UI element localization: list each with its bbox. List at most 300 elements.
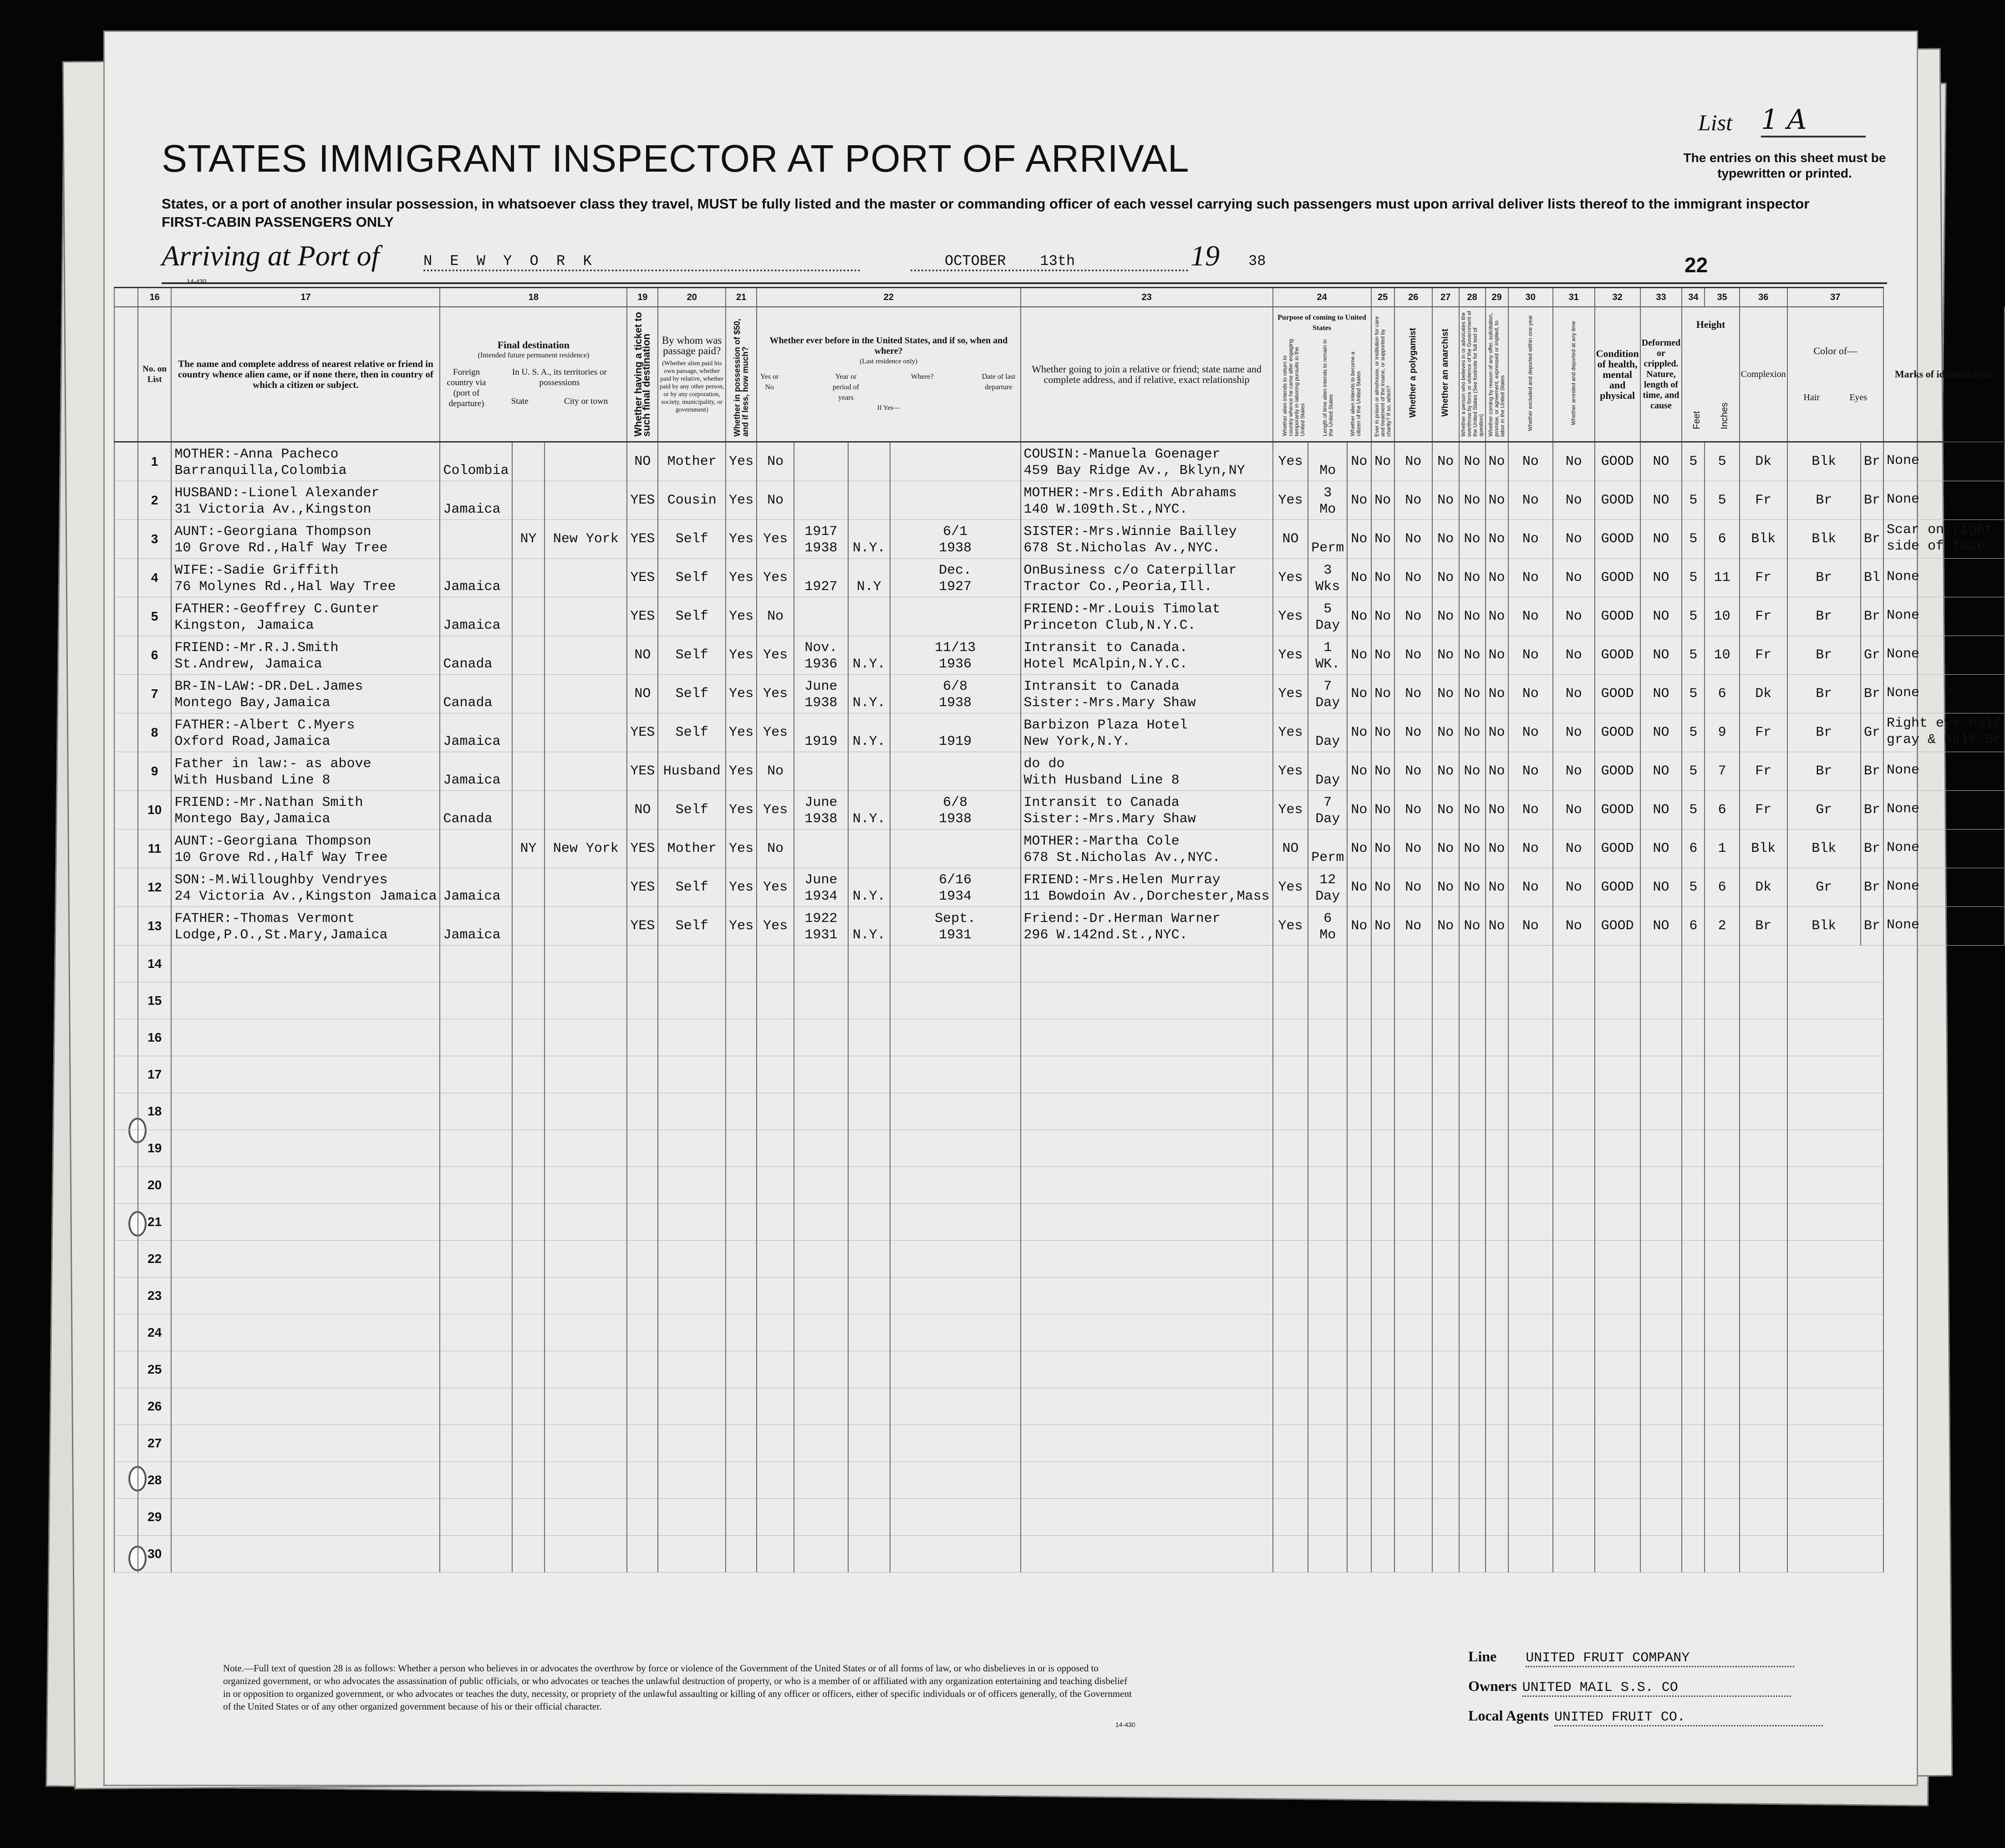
nearest-relative-line1: BR-IN-LAW:-DR.DeL.James <box>174 679 363 694</box>
empty-cell <box>1740 1536 1787 1573</box>
empty-cell <box>1347 1241 1371 1278</box>
empty-cell <box>1308 1056 1347 1093</box>
empty-cell <box>627 1019 658 1056</box>
empty-cell <box>1705 1056 1739 1093</box>
empty-cell <box>512 1278 545 1314</box>
purpose-return: Yes <box>1273 559 1308 597</box>
empty-cell <box>1486 1425 1508 1462</box>
length-of-stay-line2: Wks <box>1315 579 1340 595</box>
last-departure <box>890 830 1021 868</box>
nearest-relative-line1: SON:-M.Willoughby Vendryes <box>174 872 388 888</box>
q30: No <box>1508 713 1553 752</box>
heading-joining: Whether going to join a relative or friend; state name and complete address, and if relative, exact relationship <box>1021 307 1273 442</box>
length-of-stay-line1: 1 <box>1323 640 1332 656</box>
marks-line1: None <box>1886 608 1919 623</box>
empty-cell <box>1459 1499 1486 1536</box>
where <box>848 597 890 636</box>
q30: No <box>1508 868 1553 907</box>
empty-cell <box>627 1241 658 1278</box>
empty-cell <box>1432 1019 1459 1056</box>
last-departure-line1: 6/8 <box>943 679 968 694</box>
empty-cell <box>726 1388 757 1425</box>
table-row <box>114 559 2005 597</box>
empty-cell <box>1308 1278 1347 1314</box>
joining <box>1021 675 1273 713</box>
q28: No <box>1459 675 1486 713</box>
eye-color: Gr <box>1861 713 1883 752</box>
empty-cell <box>627 983 658 1019</box>
owners-field <box>1468 1678 1791 1697</box>
header-rule <box>162 282 1887 284</box>
heading-condition: Condition of health, mental and physical <box>1595 307 1640 442</box>
row-number: 6 <box>138 636 172 675</box>
empty-cell <box>658 1019 726 1056</box>
empty-cell <box>1371 1167 1394 1204</box>
ever-before-label: Whether ever before in the United States, and if so, when and where? <box>769 335 1008 356</box>
marks <box>1883 868 2005 907</box>
joining-line1: MOTHER:-Mrs.Edith Abrahams <box>1023 485 1237 501</box>
empty-cell <box>890 946 1021 983</box>
agents-field <box>1468 1707 1823 1726</box>
eye-color: Br <box>1861 868 1883 907</box>
empty-cell <box>1394 946 1432 983</box>
empty-cell <box>1508 1351 1553 1388</box>
table-row <box>114 1536 2005 1573</box>
state <box>512 559 545 597</box>
empty-cell <box>1432 1388 1459 1425</box>
empty-cell <box>658 1499 726 1536</box>
empty-cell <box>1394 1241 1432 1278</box>
length-of-stay <box>1308 791 1347 830</box>
year-period <box>794 675 848 713</box>
has-50: Yes <box>726 830 757 868</box>
row-number: 21 <box>138 1204 172 1241</box>
has-50: Yes <box>726 597 757 636</box>
col-number: 16 <box>138 288 172 307</box>
q29: No <box>1486 520 1508 559</box>
empty-cell <box>1021 1278 1273 1314</box>
empty-cell <box>1486 1499 1508 1536</box>
polygamist: No <box>1394 713 1432 752</box>
empty-cell <box>512 1093 545 1130</box>
empty-cell <box>890 1314 1021 1351</box>
q29: No <box>1486 752 1508 791</box>
empty-cell <box>1021 1462 1273 1499</box>
manifest-table <box>114 287 2005 1573</box>
empty-cell <box>171 946 440 983</box>
foreign-country-value: Colombia <box>443 463 509 479</box>
in-usa-label: In U. S. A., its territories or possessions <box>512 367 607 387</box>
length-of-stay-line2: Day <box>1315 618 1340 633</box>
empty-cell <box>1432 1462 1459 1499</box>
where-value: N.Y. <box>852 734 885 749</box>
col-number: 28 <box>1459 288 1486 307</box>
joining <box>1021 791 1273 830</box>
polygamist: No <box>1394 636 1432 675</box>
empty-cell <box>848 1241 890 1278</box>
empty-cell <box>757 1536 794 1573</box>
nearest-relative <box>171 791 440 830</box>
empty-cell <box>545 1351 627 1388</box>
form-title: STATES IMMIGRANT INSPECTOR AT PORT OF ARRIVAL <box>162 137 1190 180</box>
empty-cell <box>757 983 794 1019</box>
table-row <box>114 1056 2005 1093</box>
heading-ever-before <box>757 307 1020 442</box>
nearest-relative <box>171 830 440 868</box>
anarchist: No <box>1432 442 1459 481</box>
empty-cell <box>794 1351 848 1388</box>
complexion: Dk <box>1740 675 1787 713</box>
marks-line2: side of face <box>1886 539 1985 554</box>
height-feet: 5 <box>1682 442 1705 481</box>
col-number: 30 <box>1508 288 1553 307</box>
row-number: 8 <box>138 713 172 752</box>
empty-cell <box>1553 1278 1595 1314</box>
last-departure <box>890 481 1021 520</box>
empty-cell <box>1682 1204 1705 1241</box>
empty-cell <box>890 1241 1021 1278</box>
margin-cell <box>114 1130 138 1167</box>
joining-line2: 140 W.109th.St.,NYC. <box>1023 502 1188 517</box>
inches-label: Inches <box>1719 402 1730 429</box>
complexion: Blk <box>1740 830 1787 868</box>
last-departure <box>890 752 1021 791</box>
row-number: 28 <box>138 1462 172 1499</box>
empty-cell <box>545 946 627 983</box>
empty-cell <box>1682 1388 1705 1425</box>
length-of-stay-line2: Perm <box>1311 850 1344 865</box>
last-departure <box>890 907 1021 946</box>
column-number-row <box>114 288 2005 307</box>
anarchist: No <box>1432 520 1459 559</box>
margin-cell <box>114 791 138 830</box>
joining-line2: 296 W.142nd.St.,NYC. <box>1023 927 1188 943</box>
empty-cell <box>1705 1167 1739 1204</box>
polygamist: No <box>1394 442 1432 481</box>
anarchist: No <box>1432 791 1459 830</box>
joining-line2: New York,N.Y. <box>1023 734 1130 749</box>
height-inches: 7 <box>1705 752 1739 791</box>
empty-cell <box>726 1351 757 1388</box>
anarchist: No <box>1432 559 1459 597</box>
q28: No <box>1459 830 1486 868</box>
nearest-relative-line2: Montego Bay,Jamaica <box>174 811 331 827</box>
empty-cell <box>794 946 848 983</box>
foreign-country <box>440 675 512 713</box>
empty-cell <box>440 1536 512 1573</box>
hair-color: Br <box>1787 559 1861 597</box>
city <box>545 675 627 713</box>
col-number: 34 <box>1682 288 1705 307</box>
q30: No <box>1508 830 1553 868</box>
ticket: YES <box>627 830 658 868</box>
list-label: List <box>1698 110 1733 135</box>
joining-line2: Hotel McAlpin,N.Y.C. <box>1023 657 1188 672</box>
ever-before: Yes <box>757 559 794 597</box>
empty-cell <box>1371 1499 1394 1536</box>
empty-cell <box>1787 1278 1883 1314</box>
heading-nearest-relative: The name and complete address of nearest relative or friend in country whence alien came, or if none there, then in country of which a citizen or subject. <box>171 307 440 442</box>
empty-cell <box>545 1462 627 1499</box>
empty-cell <box>545 1278 627 1314</box>
table-row <box>114 830 2005 868</box>
health: GOOD <box>1595 481 1640 520</box>
empty-cell <box>726 1314 757 1351</box>
empty-cell <box>1308 1351 1347 1388</box>
empty-cell <box>1740 1278 1787 1314</box>
owners-value: UNITED MAIL S.S. CO <box>1522 1680 1791 1697</box>
empty-cell <box>1787 1056 1883 1093</box>
q31: No <box>1553 713 1595 752</box>
marks-line1: None <box>1886 917 1919 933</box>
empty-cell <box>545 1019 627 1056</box>
empty-cell <box>1486 1130 1508 1167</box>
intends-citizen: No <box>1347 868 1371 907</box>
empty-cell <box>1682 1425 1705 1462</box>
margin-cell <box>114 1093 138 1130</box>
empty-cell <box>171 1204 440 1241</box>
col-number: 17 <box>171 288 440 307</box>
empty-cell <box>1595 1241 1640 1278</box>
nearest-relative-line1: WIFE:-Sadie Griffith <box>174 563 339 578</box>
row-number: 24 <box>138 1314 172 1351</box>
purpose-return: NO <box>1273 520 1308 559</box>
nearest-relative-line1: MOTHER:-Anna Pacheco <box>174 447 339 462</box>
empty-cell <box>1394 1314 1432 1351</box>
empty-cell <box>1595 1278 1640 1314</box>
row-number: 17 <box>138 1056 172 1093</box>
nearest-relative-line1: HUSBAND:-Lionel Alexander <box>174 485 380 501</box>
empty-cell <box>848 1351 890 1388</box>
nearest-relative <box>171 442 440 481</box>
empty-cell <box>1486 1093 1508 1130</box>
empty-cell <box>1308 1167 1347 1204</box>
passage-paid: Self <box>658 559 726 597</box>
joining-line2: Sister:-Mrs.Mary Shaw <box>1023 695 1196 711</box>
year-period-line2: 1938 <box>804 811 838 827</box>
ticket: NO <box>627 675 658 713</box>
eye-color: Bl <box>1861 559 1883 597</box>
q29-label: Whether coming by reason of any offer, solicitation, promise, or agreement, expressed or implied, to labor in the United States <box>1487 313 1506 437</box>
empty-cell <box>658 1093 726 1130</box>
empty-cell <box>627 1056 658 1093</box>
height-inches: 6 <box>1705 868 1739 907</box>
margin-cell <box>114 636 138 675</box>
height-inches: 10 <box>1705 597 1739 636</box>
empty-cell <box>848 1167 890 1204</box>
year-period-line1: Nov. <box>804 640 838 656</box>
if-yes-label: If Yes— <box>877 404 900 412</box>
nearest-relative-line2: Barranquilla,Colombia <box>174 463 347 479</box>
city <box>545 868 627 907</box>
nearest-relative-line2: With Husband Line 8 <box>174 773 331 788</box>
empty-cell <box>1682 1351 1705 1388</box>
empty-cell <box>757 1425 794 1462</box>
height-feet: 6 <box>1682 830 1705 868</box>
deformed: NO <box>1640 442 1682 481</box>
empty-cell <box>1432 1056 1459 1093</box>
empty-cell <box>440 1167 512 1204</box>
purpose-return: Yes <box>1273 868 1308 907</box>
empty-cell <box>658 1056 726 1093</box>
table-row <box>114 1388 2005 1425</box>
anarchist: No <box>1432 636 1459 675</box>
eye-color: Br <box>1861 752 1883 791</box>
last-departure-line2: 1919 <box>939 734 972 749</box>
empty-cell <box>1508 1388 1553 1425</box>
q29: No <box>1486 713 1508 752</box>
margin-cell <box>114 830 138 868</box>
foreign-country <box>440 907 512 946</box>
table-row <box>114 791 2005 830</box>
empty-cell <box>1347 1388 1371 1425</box>
ticket: YES <box>627 597 658 636</box>
height-feet: 5 <box>1682 597 1705 636</box>
year-period-line1: 1917 <box>804 524 838 540</box>
where <box>848 520 890 559</box>
q29: No <box>1486 791 1508 830</box>
nearest-relative <box>171 597 440 636</box>
empty-cell <box>1021 1019 1273 1056</box>
length-of-stay <box>1308 597 1347 636</box>
foreign-country <box>440 752 512 791</box>
where-value: N.Y <box>856 579 881 595</box>
empty-cell <box>726 1462 757 1499</box>
purpose-return: Yes <box>1273 636 1308 675</box>
empty-cell <box>1787 1388 1883 1425</box>
empty-cell <box>1640 1056 1682 1093</box>
empty-cell <box>1486 1314 1508 1351</box>
height-feet: 5 <box>1682 752 1705 791</box>
col-number: 25 <box>1371 288 1394 307</box>
empty-cell <box>512 1241 545 1278</box>
empty-cell <box>890 1388 1021 1425</box>
margin-cell <box>114 1167 138 1204</box>
cabin-class: FIRST-CABIN PASSENGERS ONLY <box>162 214 394 230</box>
length-of-stay-line2: Mo <box>1319 502 1336 517</box>
purpose-return: Yes <box>1273 907 1308 946</box>
empty-cell <box>1394 1351 1432 1388</box>
empty-cell <box>1508 1093 1553 1130</box>
empty-cell <box>545 1204 627 1241</box>
polygamist: No <box>1394 752 1432 791</box>
nearest-relative-line1: FATHER:-Thomas Vermont <box>174 911 355 927</box>
margin-cell <box>114 752 138 791</box>
empty-cell <box>1021 1351 1273 1388</box>
ever-before: Yes <box>757 520 794 559</box>
length-of-stay <box>1308 636 1347 675</box>
ticket: YES <box>627 481 658 520</box>
where <box>848 791 890 830</box>
empty-cell <box>1553 1204 1595 1241</box>
height-inches: 5 <box>1705 442 1739 481</box>
margin-cell <box>114 481 138 520</box>
empty-cell <box>1553 1056 1595 1093</box>
margin-cell <box>114 1499 138 1536</box>
empty-cell <box>440 1278 512 1314</box>
heading-anarchist <box>1432 307 1459 442</box>
empty-cell <box>848 1536 890 1573</box>
joining-line2: Sister:-Mrs.Mary Shaw <box>1023 811 1196 827</box>
empty-cell <box>1459 1093 1486 1130</box>
year-period <box>794 868 848 907</box>
empty-cell <box>1787 1499 1883 1536</box>
empty-cell <box>1347 1167 1371 1204</box>
passage-paid: Self <box>658 868 726 907</box>
last-departure <box>890 791 1021 830</box>
joining-line1: Intransit to Canada. <box>1023 640 1188 656</box>
joining-line1: MOTHER:-Martha Cole <box>1023 834 1180 849</box>
page-number: 22 <box>1684 253 1708 277</box>
height-inches: 6 <box>1705 520 1739 559</box>
year-period <box>794 559 848 597</box>
where <box>848 830 890 868</box>
port-value: N E W Y O R K <box>423 253 860 271</box>
ticket: YES <box>627 713 658 752</box>
empty-cell <box>440 1351 512 1388</box>
empty-cell <box>1432 1499 1459 1536</box>
hair-color: Blk <box>1787 830 1861 868</box>
marks <box>1883 520 2005 559</box>
empty-cell <box>1740 1019 1787 1056</box>
nearest-relative <box>171 675 440 713</box>
empty-cell <box>848 1278 890 1314</box>
intends-citizen: No <box>1347 597 1371 636</box>
state: NY <box>512 830 545 868</box>
col-number: 36 <box>1740 288 1787 307</box>
year-period <box>794 791 848 830</box>
margin-cell <box>114 559 138 597</box>
empty-cell <box>726 1204 757 1241</box>
empty-cell <box>658 1536 726 1573</box>
empty-cell <box>726 1499 757 1536</box>
where-label: Where? <box>911 372 934 381</box>
empty-cell <box>1705 1130 1739 1167</box>
length-of-stay-line2: Day <box>1315 695 1340 711</box>
empty-cell <box>440 946 512 983</box>
empty-cell <box>1705 1499 1739 1536</box>
heading-height <box>1682 307 1740 442</box>
q31: No <box>1553 675 1595 713</box>
year-period <box>794 481 848 520</box>
empty-cell <box>1486 1019 1508 1056</box>
city <box>545 907 627 946</box>
joining-line1: do do <box>1023 756 1065 772</box>
empty-cell <box>545 1167 627 1204</box>
empty-cell <box>1459 1425 1486 1462</box>
q28: No <box>1459 868 1486 907</box>
year-period-line2: 1919 <box>804 734 838 749</box>
empty-cell <box>1553 1499 1595 1536</box>
prison: No <box>1371 907 1394 946</box>
length-of-stay-line2: Mo <box>1319 463 1336 479</box>
heading-possession <box>726 307 757 442</box>
empty-cell <box>1432 1241 1459 1278</box>
heading-q29 <box>1486 307 1508 442</box>
empty-cell <box>512 1351 545 1388</box>
deformed: NO <box>1640 713 1682 752</box>
empty-cell <box>848 1204 890 1241</box>
empty-cell <box>757 1351 794 1388</box>
nearest-relative-line1: FRIEND:-Mr.Nathan Smith <box>174 795 363 810</box>
row-number: 12 <box>138 868 172 907</box>
table-row <box>114 1167 2005 1204</box>
empty-cell <box>726 983 757 1019</box>
marks-line1: None <box>1886 840 1919 855</box>
col-number: 19 <box>627 288 658 307</box>
empty-cell <box>171 983 440 1019</box>
empty-cell <box>1021 1204 1273 1241</box>
